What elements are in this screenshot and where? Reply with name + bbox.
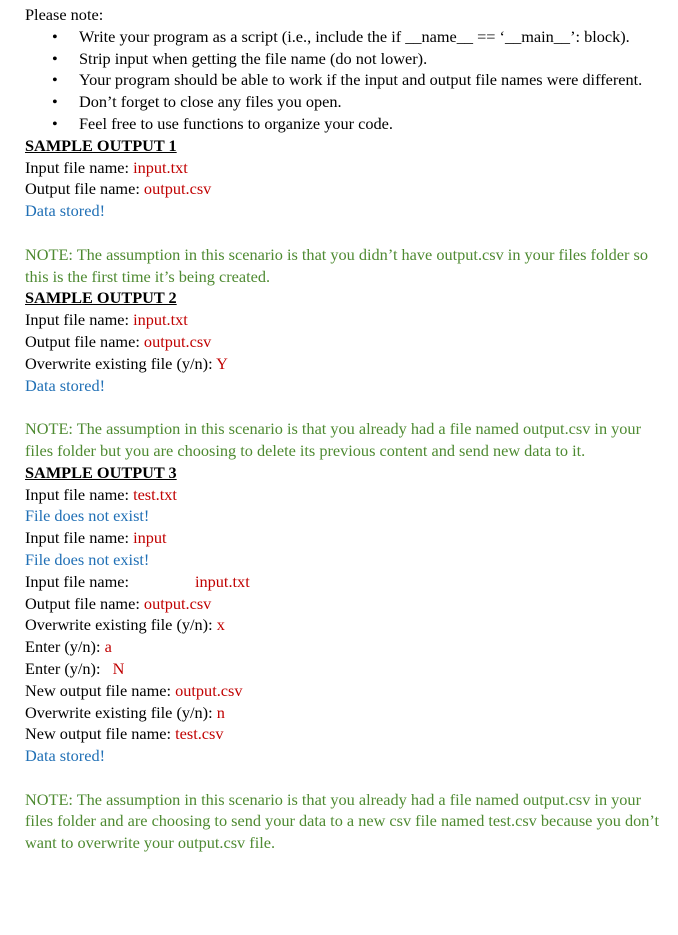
prompt-text: Enter (y/n): xyxy=(25,637,105,657)
user-input-value: test.csv xyxy=(175,724,224,744)
note-item xyxy=(25,26,665,48)
bullet-icon: • xyxy=(52,92,58,112)
scenario-note: NOTE: The assumption in this scenario is that you didn’t have output.csv in your files folder so this is the first time it’s being created. xyxy=(25,244,653,286)
console-line xyxy=(25,331,665,353)
prompt-text: Output file name: xyxy=(25,179,144,199)
prompt-text: Input file name: xyxy=(25,310,134,330)
user-input-value: x xyxy=(216,615,225,635)
console-line xyxy=(25,571,665,593)
sample-heading: SAMPLE OUTPUT 2 xyxy=(25,288,177,308)
sample-output-2 xyxy=(25,287,665,461)
user-input-value: n xyxy=(216,702,225,722)
console-line xyxy=(25,658,665,680)
prompt-text: Overwrite existing file (y/n): xyxy=(25,702,217,722)
console-line xyxy=(25,614,665,636)
prompt-text: Input file name: xyxy=(25,157,134,177)
assignment-document xyxy=(25,4,665,854)
bullet-icon: • xyxy=(52,48,58,68)
user-input-value: output.csv xyxy=(143,331,212,351)
prompt-text: Input file name: xyxy=(25,484,134,504)
error-message: File does not exist! xyxy=(25,506,150,526)
console-line xyxy=(25,178,665,200)
bullet-icon: • xyxy=(52,113,58,133)
console-line xyxy=(25,157,665,179)
console-line xyxy=(25,527,665,549)
bullet-icon: • xyxy=(52,26,58,46)
console-line xyxy=(25,353,665,375)
status-message: Data stored! xyxy=(25,746,106,766)
note-text: Feel free to use functions to organize your code. xyxy=(79,113,393,133)
user-input-value: output.csv xyxy=(175,680,243,700)
user-input-value: N xyxy=(112,658,125,678)
sample-heading: SAMPLE OUTPUT 3 xyxy=(25,462,177,482)
status-message: Data stored! xyxy=(25,201,106,221)
prompt-text: Overwrite existing file (y/n): xyxy=(25,353,217,373)
prompt-text: Input file name: xyxy=(25,571,129,591)
bullet-icon: • xyxy=(52,70,58,90)
error-message: File does not exist! xyxy=(25,549,150,569)
notes-list xyxy=(25,26,665,135)
user-input-value: Y xyxy=(216,353,228,373)
note-item xyxy=(25,91,665,113)
spacer xyxy=(25,222,665,244)
user-input-value: input.txt xyxy=(194,571,250,591)
user-input-value: input.txt xyxy=(133,157,188,177)
sample-output-3 xyxy=(25,462,665,854)
note-item xyxy=(25,69,665,91)
note-text: Your program should be able to work if the input and output file names were different. xyxy=(79,70,643,90)
note-text: Don’t forget to close any files you open. xyxy=(79,92,342,112)
spacer xyxy=(25,396,665,418)
sample-output-1 xyxy=(25,135,665,288)
console-line xyxy=(25,680,665,702)
sample-heading: SAMPLE OUTPUT 1 xyxy=(25,135,177,155)
user-input-value: input.txt xyxy=(133,310,188,330)
user-input-value: test.txt xyxy=(133,484,177,504)
console-line xyxy=(25,484,665,506)
user-input-value: output.csv xyxy=(143,179,212,199)
prompt-text: Output file name: xyxy=(25,331,144,351)
prompt-text: New output file name: xyxy=(25,724,176,744)
note-text: Write your program as a script (i.e., include the if __name__ == ‘__main__’: block). xyxy=(79,26,630,46)
spacer xyxy=(25,767,665,789)
user-input-value: a xyxy=(104,637,112,657)
console-line xyxy=(25,593,665,615)
console-line xyxy=(25,309,665,331)
note-item xyxy=(25,48,665,70)
scenario-note: NOTE: The assumption in this scenario is that you already had a file named output.csv in your files folder but you are choosing to delete its previous content and send new data to it. xyxy=(25,419,646,460)
status-message: Data stored! xyxy=(25,375,106,395)
user-input-value: output.csv xyxy=(143,593,212,613)
note-text: Strip input when getting the file name (do not lower). xyxy=(79,48,428,68)
user-input-value: input xyxy=(133,528,167,548)
intro-title: Please note: xyxy=(25,5,104,24)
note-item xyxy=(25,113,665,135)
prompt-text: Enter (y/n): xyxy=(25,658,105,678)
console-line xyxy=(25,636,665,658)
console-line xyxy=(25,702,665,724)
console-line xyxy=(25,723,665,745)
prompt-text: Overwrite existing file (y/n): xyxy=(25,615,217,635)
prompt-text: Input file name: xyxy=(25,528,134,548)
prompt-text: New output file name: xyxy=(25,680,176,700)
scenario-note: NOTE: The assumption in this scenario is that you already had a file named output.csv in your files folder and are choosing to send your data to a new csv file named test.csv because you don’t want to overwrite your output.csv file. xyxy=(25,789,664,853)
prompt-text: Output file name: xyxy=(25,593,144,613)
